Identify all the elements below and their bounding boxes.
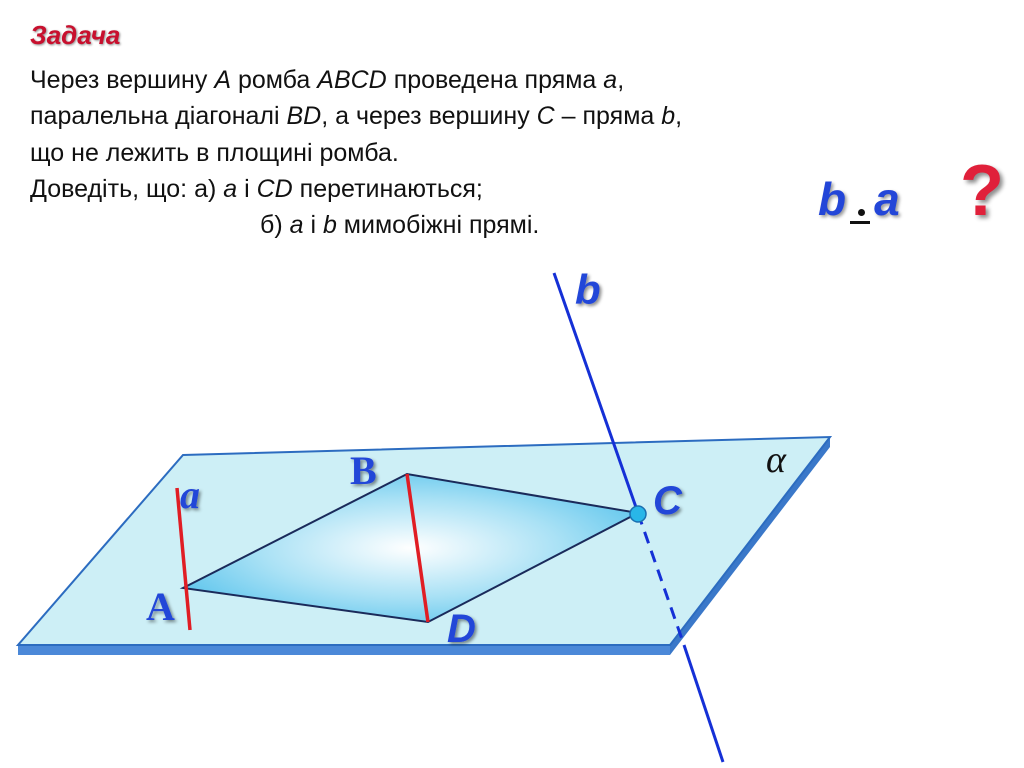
label-point-c: C bbox=[653, 479, 682, 523]
problem-line-2: паралельна діагоналі BD, а через вершину C – пряма b, bbox=[30, 102, 683, 131]
plane-bottom-edge bbox=[18, 645, 670, 655]
point-c bbox=[630, 506, 646, 522]
label-point-b: B bbox=[350, 448, 377, 493]
problem-line-4: Доведіть, що: а) a і CD перетинаються; bbox=[30, 174, 483, 203]
label-line-a: a bbox=[180, 472, 200, 517]
question-line-a: a bbox=[874, 173, 900, 225]
problem-line-1: Через вершину A ромба ABCD проведена пряма a, bbox=[30, 66, 625, 94]
question-line-b: b bbox=[818, 173, 847, 225]
problem-line-5: б) a і b мимобіжні прямі. bbox=[260, 211, 540, 239]
problem-line-3: що не лежить в площині ромба. bbox=[30, 138, 399, 167]
label-line-b: b bbox=[575, 266, 601, 313]
line-b-below bbox=[684, 645, 723, 762]
label-point-d: D bbox=[447, 607, 476, 651]
label-point-a: A bbox=[146, 584, 175, 629]
task-title: Задача bbox=[30, 20, 121, 50]
question-mark: ? bbox=[960, 151, 1004, 231]
label-plane-alpha: α bbox=[766, 439, 786, 481]
